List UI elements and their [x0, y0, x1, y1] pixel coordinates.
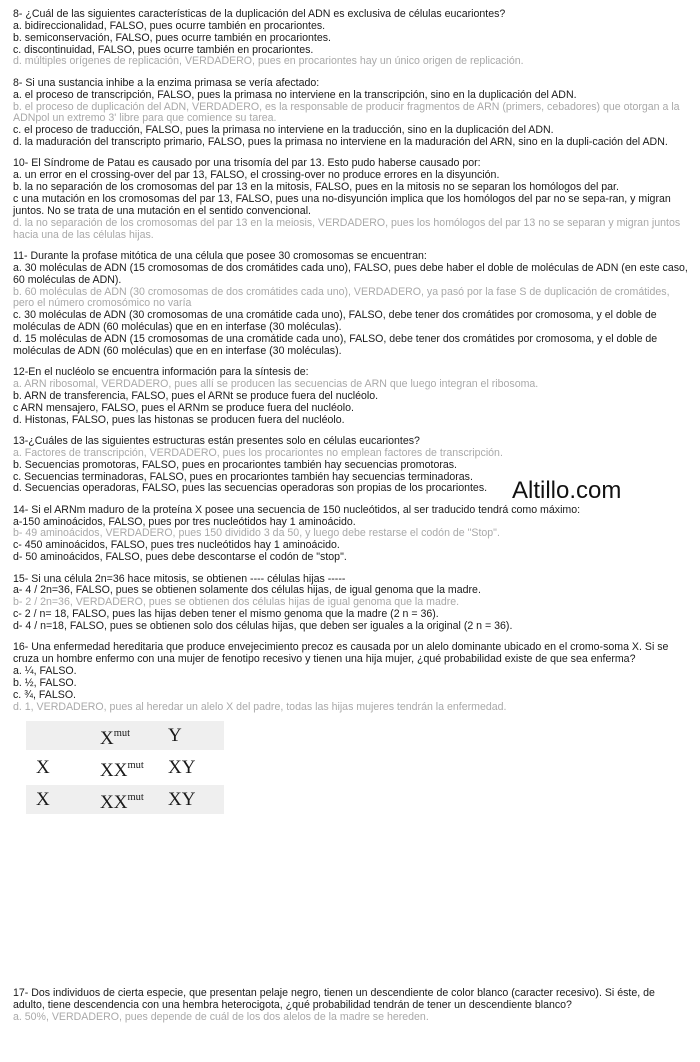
question-stem: 13-¿Cuáles de las siguientes estructuras están presentes solo en células eucariontes? [13, 434, 420, 447]
option-c: c. ¾, FALSO. [13, 688, 76, 701]
question-stem: 8- Si una sustancia inhibe a la enzima primasa se vería afectado: [13, 76, 320, 89]
option-a-correct: a. ARN ribosomal, VERDADERO, pues allí se producen las secuencias de ARN que luego integran el ribosoma. [13, 378, 539, 390]
question-stem: 8- ¿Cuál de las siguientes características de la duplicación del ADN es exclusiva de células eucariontes? [13, 8, 506, 20]
punnett-row-label: X [26, 785, 90, 814]
question-stem: 16- Una enfermedad hereditaria que produce envejecimiento precoz es causada por un alelo dominante ubicado en el cromo-soma X. Si se cruza un hombre enfermo con una mujer de fenotipo recesivo y tienen una hija mujer, ¿qué probabilidad existe de que sea enferma? [13, 641, 669, 666]
question-12 [13, 367, 688, 426]
option-c: c. discontinuidad, FALSO, pues ocurre también en procariontes. [13, 43, 314, 56]
punnett-row-label: X [36, 757, 50, 779]
question-stem: 14- Si el ARNm maduro de la proteína X posee una secuencia de 150 nucleótidos, al ser traducido tendrá como máximo: [13, 503, 581, 516]
option-b: b. semiconservación, FALSO, pues ocurre también en procariontes. [13, 31, 331, 44]
option-a: a- 4 / 2n=36, FALSO, pues se obtienen solamente dos células hijas, de igual genoma que la madre. [13, 584, 481, 597]
option-a-correct: a. 50%, VERDADERO, pues depende de cuál de los dos alelos de la madre se hereden. [13, 1010, 429, 1023]
question-17 [13, 988, 688, 1024]
question-11 [13, 251, 688, 358]
question-stem: 11- Durante la profase mitótica de una célula que posee 30 cromosomas se encuentran: [13, 249, 427, 262]
question-14 [13, 505, 688, 564]
option-b: b. ARN de transferencia, FALSO, pues el ARNt se produce fuera del nucléolo. [13, 389, 379, 402]
punnett-cell: XY [168, 757, 196, 779]
punnett-corner-cell [26, 721, 90, 750]
option-c: c- 2 / n= 18, FALSO, pues las hijas deben tener el mismo genoma que la madre (2 n = 36). [13, 608, 439, 621]
punnett-cell [90, 753, 158, 782]
option-a: a. ¼, FALSO. [13, 665, 77, 678]
punnett-row-2 [26, 785, 224, 814]
option-d-correct: d. múltiples orígenes de replicación, VERDADERO, pues en procariontes hay un único origen de replicación. [13, 55, 524, 68]
option-c: c. el proceso de traducción, FALSO, pues la primasa no interviene en la traducción, sino en la duplicación del ADN. [13, 124, 554, 137]
allele-x: X [100, 727, 114, 749]
option-c: c- 450 aminoácidos, FALSO, pues tres nucleótidos hay 1 aminoácido. [13, 539, 340, 552]
option-b-correct: b- 49 aminoácidos, VERDADERO, pues 150 dividido 3 da 50, y luego debe restarse el codón de "Stop". [13, 527, 500, 540]
option-b: b. la no separación de los cromosomas del par 13 en la mitosis, FALSO, pues en la mitosis no se separan los homólogos del par. [13, 181, 619, 194]
option-a: a-150 aminoácidos, FALSO, pues por tres nucleótidos hay 1 aminoácido. [13, 515, 356, 528]
option-c: c. 30 moléculas de ADN (30 cromosomas de una cromátide cada uno), FALSO, debe tener dos cromátides por cromosoma, y el doble de moléculas de ADN (60 moléculas) que en en interfase (30 moléculas). [13, 309, 657, 334]
genotype: XX [100, 759, 128, 781]
exam-document [13, 9, 688, 827]
punnett-header-y: Y [158, 721, 224, 750]
question-stem: 12-En el nucléolo se encuentra información para la síntesis de: [13, 366, 309, 379]
question-16 [13, 642, 688, 817]
question-stem: 10- El Síndrome de Patau es causado por una trisomía del par 13. Esto pudo haberse causado por: [13, 157, 481, 170]
option-b-correct: b- 2 / 2n=36, VERDADERO, pues se obtienen dos células hijas de igual genoma que la madre. [13, 596, 460, 609]
punnett-cell: XY [158, 785, 224, 814]
question-10 [13, 158, 688, 241]
option-d: d. Secuencias operadoras, FALSO, pues las secuencias operadoras son propias de los procariontes. [13, 482, 488, 495]
punnett-square [26, 718, 224, 817]
option-d: d- 50 aminoácidos, FALSO, pues debe descontarse el codón de "stop". [13, 551, 347, 564]
option-d-correct: d. la no separación de los cromosomas del par 13 en la meiosis, VERDADERO, pues los homólogos del par 13 no se separan y migran juntos hacia una de las células hijas. [13, 216, 681, 241]
question-8b [13, 78, 688, 149]
option-b: b. Secuencias promotoras, FALSO, pues en procariontes también hay secuencias promotoras. [13, 458, 457, 471]
option-b-correct: b. el proceso de duplicación del ADN, VERDADERO, es la responsable de producir fragmentos de ARN (primers, cebadores) que otorgan a la ADNpol un extremo 3' libre para que comience su tarea. [13, 100, 680, 125]
punnett-header-row [26, 721, 224, 750]
genotype: XX [100, 791, 128, 813]
option-b: b. ½, FALSO. [13, 676, 77, 689]
option-a: a. 30 moléculas de ADN (15 cromosomas de dos cromátides cada uno), FALSO, pues debe haber el doble de moléculas de ADN (en este caso, 60 moléculas de ADN). [13, 261, 688, 286]
option-a: a. bidireccionalidad, FALSO, pues ocurre también en procariontes. [13, 19, 326, 32]
allele-sup: mut [127, 759, 144, 771]
allele-sup: mut [113, 727, 131, 739]
allele-sup: mut [127, 791, 144, 803]
question-stem: 17- Dos individuos de cierta especie, que presentan pelaje negro, tienen un descendiente de color blanco (caracter recesivo). Si éste, de adulto, tiene descendencia con una hembra heterocigota, ¿qué probabilidad tendrán de tener un descendiente blanco? [13, 987, 655, 1011]
option-c: c. Secuencias terminadoras, FALSO, pues en procariontes también hay secuencias terminadoras. [13, 470, 473, 483]
punnett-cell [90, 785, 158, 814]
punnett-row-1 [26, 753, 224, 782]
option-d: d- 4 / n=18, FALSO, pues se obtienen solo dos células hijas, que deben ser iguales a la original (2 n = 36). [13, 619, 513, 632]
question-8a [13, 9, 688, 68]
option-c: c ARN mensajero, FALSO, pues el ARNm se produce fuera del nucléolo. [13, 401, 354, 414]
option-c: c una mutación en los cromosomas del par 13, FALSO, pues una no-disyunción implica que los homólogos del par no se sepa-ran, y migran juntos. No se trata de una mutación en el sentido convencional. [13, 193, 671, 217]
watermark: Altillo.com [512, 477, 622, 504]
punnett-header-x [90, 721, 158, 750]
option-a-correct: a. Factores de transcripción, VERDADERO, pues los procariontes no emplean factores de transcripción. [13, 446, 503, 459]
option-d: d. Histonas, FALSO, pues las histonas se producen fuera del nucléolo. [13, 413, 345, 426]
option-b-correct: b. 60 moléculas de ADN (30 cromosomas de dos cromátides cada uno), VERDADERO, ya pasó por la fase S de duplicación de cromátides, pero el número cromosómico no varía [13, 285, 670, 310]
question-stem: 15- Si una célula 2n=36 hace mitosis, se obtienen ---- células hijas ----- [13, 572, 346, 585]
option-d: d. la maduración del transcripto primario, FALSO, pues la primasa no interviene en la maduración del ARN, sino en la dupli-cación del ADN. [13, 136, 668, 149]
option-d-correct: d. 1, VERDADERO, pues al heredar un alelo X del padre, todas las hijas mujeres tendrán la enfermedad. [13, 700, 507, 713]
option-d: d. 15 moléculas de ADN (15 cromosomas de una cromátide cada uno), FALSO, debe tener dos cromátides por cromosoma, y el doble de moléculas de ADN (60 moléculas) que en en interfase (30 moléculas). [13, 332, 658, 357]
option-a: a. el proceso de transcripción, FALSO, pues la primasa no interviene en la transcripción, sino en la duplicación del ADN. [13, 88, 577, 101]
option-a: a. un error en el crossing-over del par 13, FALSO, el crossing-over no produce errores en la disyunción. [13, 169, 500, 182]
question-15 [13, 574, 688, 633]
